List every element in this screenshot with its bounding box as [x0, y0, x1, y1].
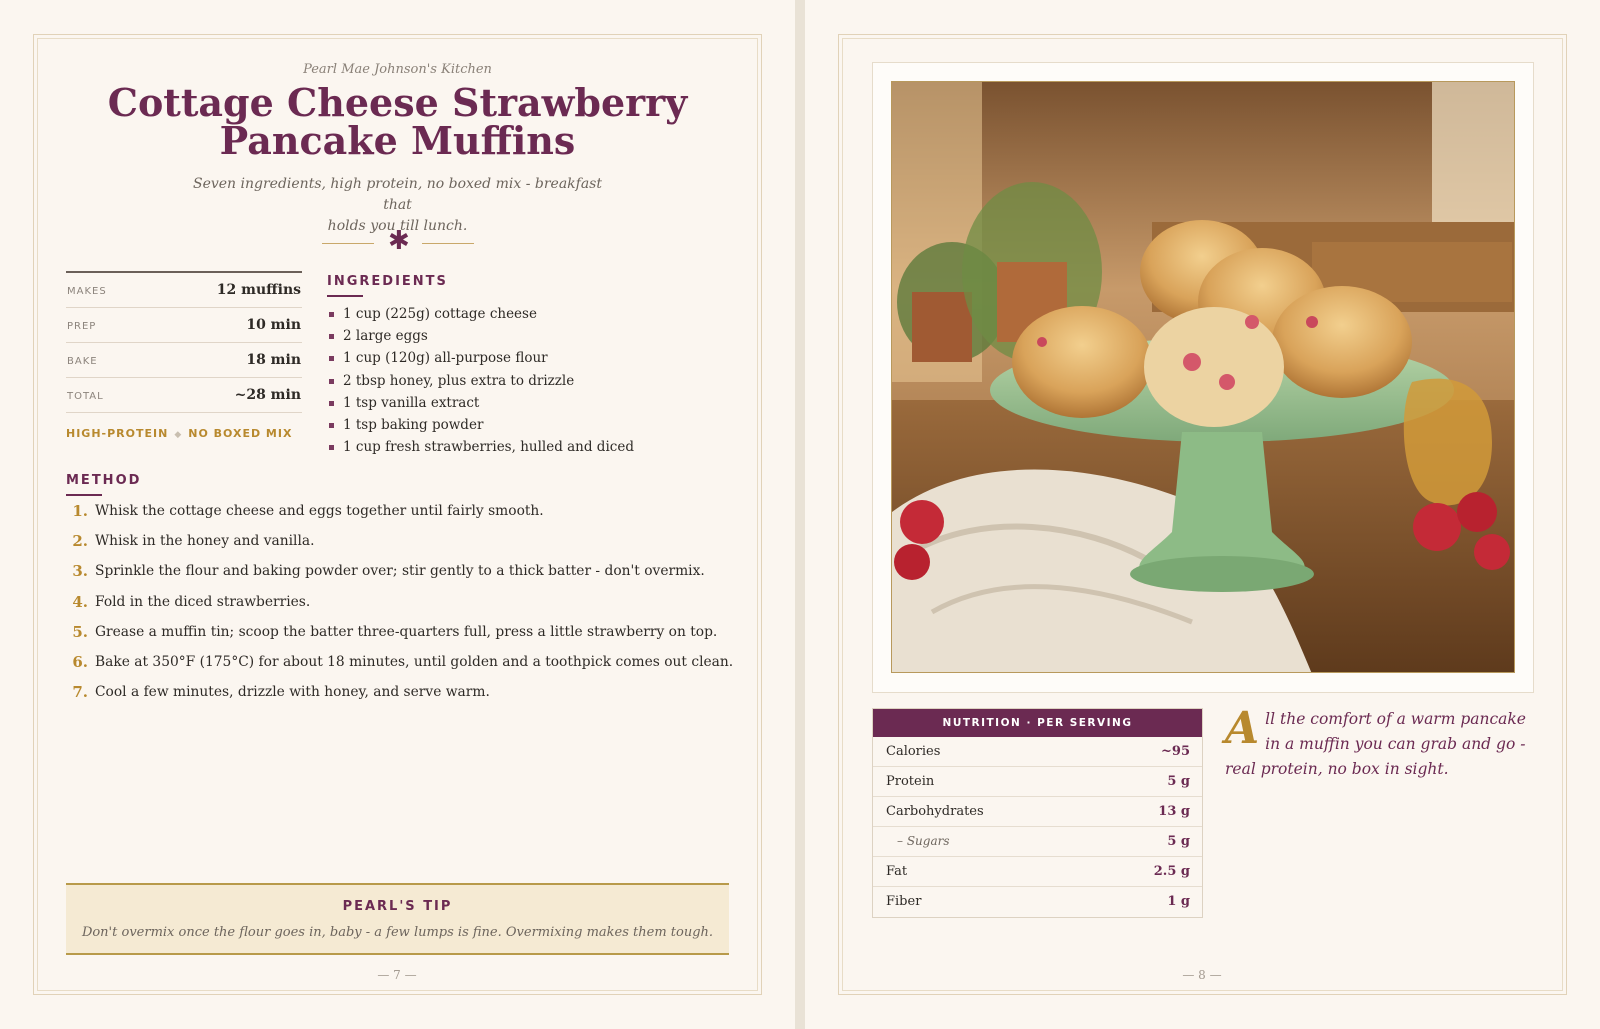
nutrition-row	[873, 797, 1202, 827]
pull-quote	[1225, 703, 1535, 782]
nutrient-label: Fiber	[886, 894, 922, 909]
heading-underline	[66, 494, 102, 496]
stat-label: MAKES	[67, 286, 107, 297]
square-bullet-icon	[329, 334, 334, 339]
nutrient-label: – Sugars	[897, 834, 950, 848]
step-number: 4.	[72, 592, 88, 611]
nutrient-label: Protein	[886, 774, 935, 789]
nutrition-row	[873, 767, 1202, 797]
method-step	[70, 591, 760, 621]
nutrient-value: ~95	[1161, 744, 1190, 759]
step-text: Sprinkle the flour and baking powder over; stir gently to a thick batter - don't overmix.	[95, 563, 705, 580]
nutrition-row	[873, 887, 1202, 917]
list-item	[328, 325, 768, 347]
diamond-separator-icon: ◆	[174, 430, 183, 440]
page-number: — 7 —	[377, 968, 417, 982]
stat-value: 18 min	[246, 352, 301, 368]
step-text: Whisk the cottage cheese and eggs together until fairly smooth.	[95, 503, 544, 519]
step-number: 6.	[72, 652, 88, 671]
ingredients-heading	[327, 274, 448, 289]
muffin-cake-stand-illustration	[892, 82, 1515, 673]
stat-row-bake	[66, 343, 302, 378]
method-step	[70, 651, 760, 681]
method-step	[70, 621, 760, 651]
method-step	[70, 681, 760, 711]
nutrition-row	[873, 737, 1202, 767]
recipe-stats	[66, 271, 302, 413]
ornament-line-right	[422, 243, 474, 244]
subtitle-line2: holds you till lunch.	[327, 218, 468, 234]
muffin-photo	[891, 81, 1515, 673]
recipe-title	[60, 80, 735, 163]
step-text: Cool a few minutes, drizzle with honey, and serve warm.	[95, 684, 490, 701]
nutrient-value: 5 g	[1167, 774, 1190, 789]
square-bullet-icon	[329, 379, 334, 384]
step-text: Whisk in the honey and vanilla.	[95, 533, 315, 550]
step-number: 7.	[72, 683, 88, 702]
nutrient-value: 5 g	[1167, 834, 1190, 849]
stat-label: TOTAL	[67, 391, 104, 402]
tag-high-protein: HIGH-PROTEIN	[66, 427, 169, 440]
tip-text: Don't overmix once the flour goes in, baby - a few lumps is fine. Overmixing makes them tough.	[81, 925, 714, 940]
tip-box	[66, 883, 729, 955]
ornament-line-left	[322, 243, 374, 244]
asterisk-flower-icon: ✱	[388, 226, 410, 256]
list-item	[328, 347, 768, 369]
stat-row-total	[66, 378, 302, 413]
stat-row-makes	[66, 273, 302, 308]
heading-underline	[327, 295, 363, 297]
tag-no-boxed-mix: NO BOXED MIX	[188, 427, 293, 440]
method-step	[70, 500, 760, 530]
nutrient-value: 13 g	[1158, 804, 1190, 819]
recipe-tags	[66, 427, 292, 440]
square-bullet-icon	[329, 401, 334, 406]
recipe-title-line2: Pancake Muffins	[219, 118, 576, 163]
ingredient-text: 1 tsp vanilla extract	[343, 394, 480, 411]
nutrient-value: 2.5 g	[1153, 864, 1190, 879]
nutrient-label: Carbohydrates	[886, 804, 984, 819]
nutrition-table	[872, 708, 1203, 918]
square-bullet-icon	[329, 423, 334, 428]
list-item	[328, 414, 768, 436]
stat-row-prep	[66, 308, 302, 343]
list-item	[328, 392, 768, 414]
method-heading-text: METHOD	[66, 473, 142, 488]
book-gutter	[795, 0, 805, 1029]
subtitle-line1: Seven ingredients, high protein, no boxed mix - breakfast that	[192, 176, 602, 213]
step-number: 2.	[72, 532, 88, 551]
square-bullet-icon	[329, 445, 334, 450]
ingredients-list	[328, 303, 768, 458]
method-heading	[66, 473, 141, 488]
step-text: Fold in the diced strawberries.	[95, 593, 311, 610]
square-bullet-icon	[329, 356, 334, 361]
nutrient-label: Fat	[886, 864, 908, 879]
stat-label: BAKE	[67, 356, 98, 367]
nutrient-value: 1 g	[1167, 894, 1190, 909]
nutrition-row	[873, 827, 1202, 857]
ingredient-text: 2 large eggs	[343, 328, 428, 345]
nutrition-heading: NUTRITION · PER SERVING	[873, 709, 1202, 737]
stat-value: 12 muffins	[216, 282, 301, 298]
kitchen-name: Pearl Mae Johnson's Kitchen	[303, 62, 492, 77]
stat-label: PREP	[67, 321, 97, 332]
left-page	[0, 0, 795, 1029]
pull-quote-text: ll the comfort of a warm pancake in a muffin you can grab and go - real protein, no box in sight.	[1225, 710, 1526, 778]
nutrition-row	[873, 857, 1202, 887]
step-text: Bake at 350°F (175°C) for about 18 minutes, until golden and a toothpick comes out clean.	[95, 653, 734, 670]
stat-value: 10 min	[246, 317, 301, 333]
ingredient-text: 1 cup (225g) cottage cheese	[343, 306, 537, 322]
recipe-title-line1: Cottage Cheese Strawberry	[107, 80, 688, 125]
stat-value: ~28 min	[234, 387, 301, 403]
method-steps	[70, 500, 760, 711]
step-number: 3.	[72, 562, 88, 581]
method-step	[70, 530, 760, 560]
ingredients-heading-text: INGREDIENTS	[327, 274, 448, 289]
step-number: 1.	[72, 502, 88, 520]
list-item	[328, 370, 768, 392]
ingredient-text: 1 cup fresh strawberries, hulled and diced	[343, 439, 634, 456]
list-item	[328, 436, 768, 458]
step-text: Grease a muffin tin; scoop the batter three-quarters full, press a little strawberry on top.	[95, 623, 718, 640]
ingredient-text: 1 cup (120g) all-purpose flour	[343, 350, 548, 367]
tip-heading: PEARL'S TIP	[342, 899, 453, 914]
drop-cap: A	[1225, 703, 1260, 754]
ingredient-text: 1 tsp baking powder	[343, 417, 484, 434]
ingredient-text: 2 tbsp honey, plus extra to drizzle	[343, 372, 575, 389]
nutrient-label: Calories	[886, 744, 941, 759]
page-number: — 8 —	[1182, 968, 1222, 982]
list-item	[328, 303, 768, 325]
square-bullet-icon	[329, 312, 334, 317]
method-step	[70, 560, 760, 590]
step-number: 5.	[72, 622, 88, 641]
